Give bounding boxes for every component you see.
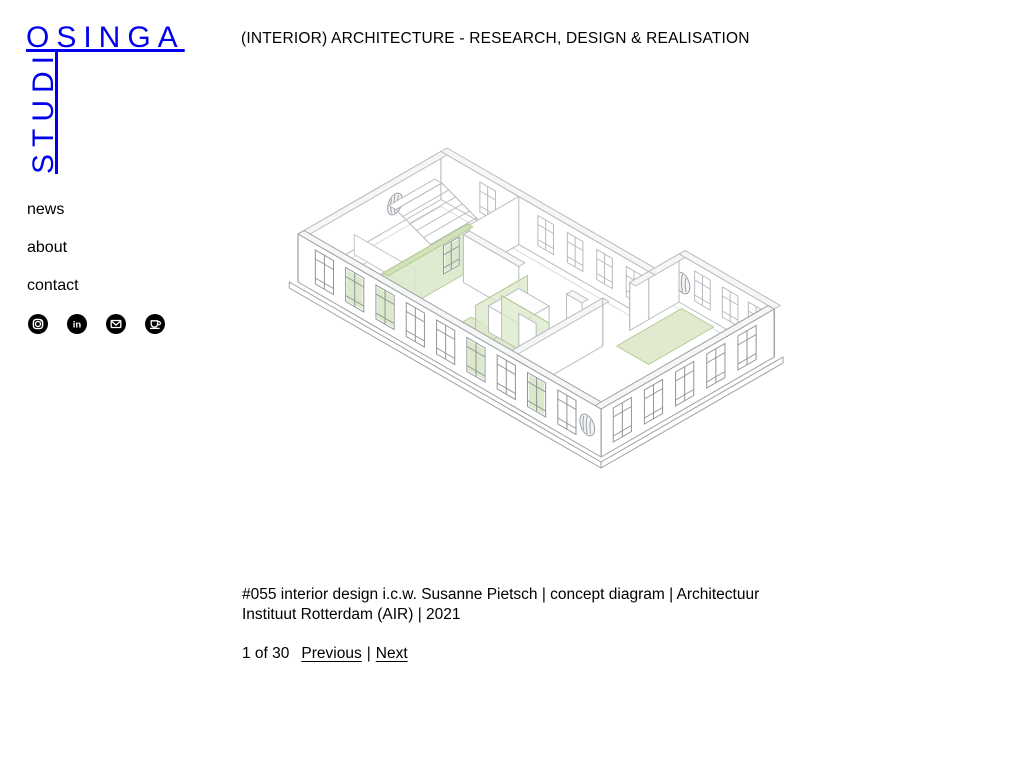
logo-studio-vertical[interactable]: STUDI xyxy=(27,49,60,174)
page-position: 1 of 30 xyxy=(242,645,290,662)
email-icon[interactable] xyxy=(106,314,126,334)
logo-osinga-horizontal[interactable]: OSINGA xyxy=(26,21,185,54)
linkedin-icon[interactable] xyxy=(67,314,87,334)
site-tagline: (INTERIOR) ARCHITECTURE - RESEARCH, DESIGN & REALISATION xyxy=(241,30,750,47)
instagram-icon[interactable] xyxy=(28,314,48,334)
coffee-icon[interactable] xyxy=(145,314,165,334)
svg-text:in: in xyxy=(72,319,82,331)
pagination-separator: | xyxy=(366,645,371,662)
nav-item-about[interactable]: about xyxy=(27,239,68,256)
previous-link[interactable]: Previous xyxy=(301,645,362,662)
next-link[interactable]: Next xyxy=(375,645,408,662)
pagination xyxy=(242,645,408,663)
nav-item-news[interactable]: news xyxy=(27,201,65,218)
social-links xyxy=(28,314,165,334)
project-caption: #055 interior design i.c.w. Susanne Pietsch | concept diagram | Architectuur Instituut Rotterdam (AIR) | 2021 xyxy=(242,585,760,623)
isometric-floor-plan-drawing xyxy=(40,16,1024,768)
project-image xyxy=(40,16,1024,768)
nav-item-contact[interactable]: contact xyxy=(27,277,79,294)
